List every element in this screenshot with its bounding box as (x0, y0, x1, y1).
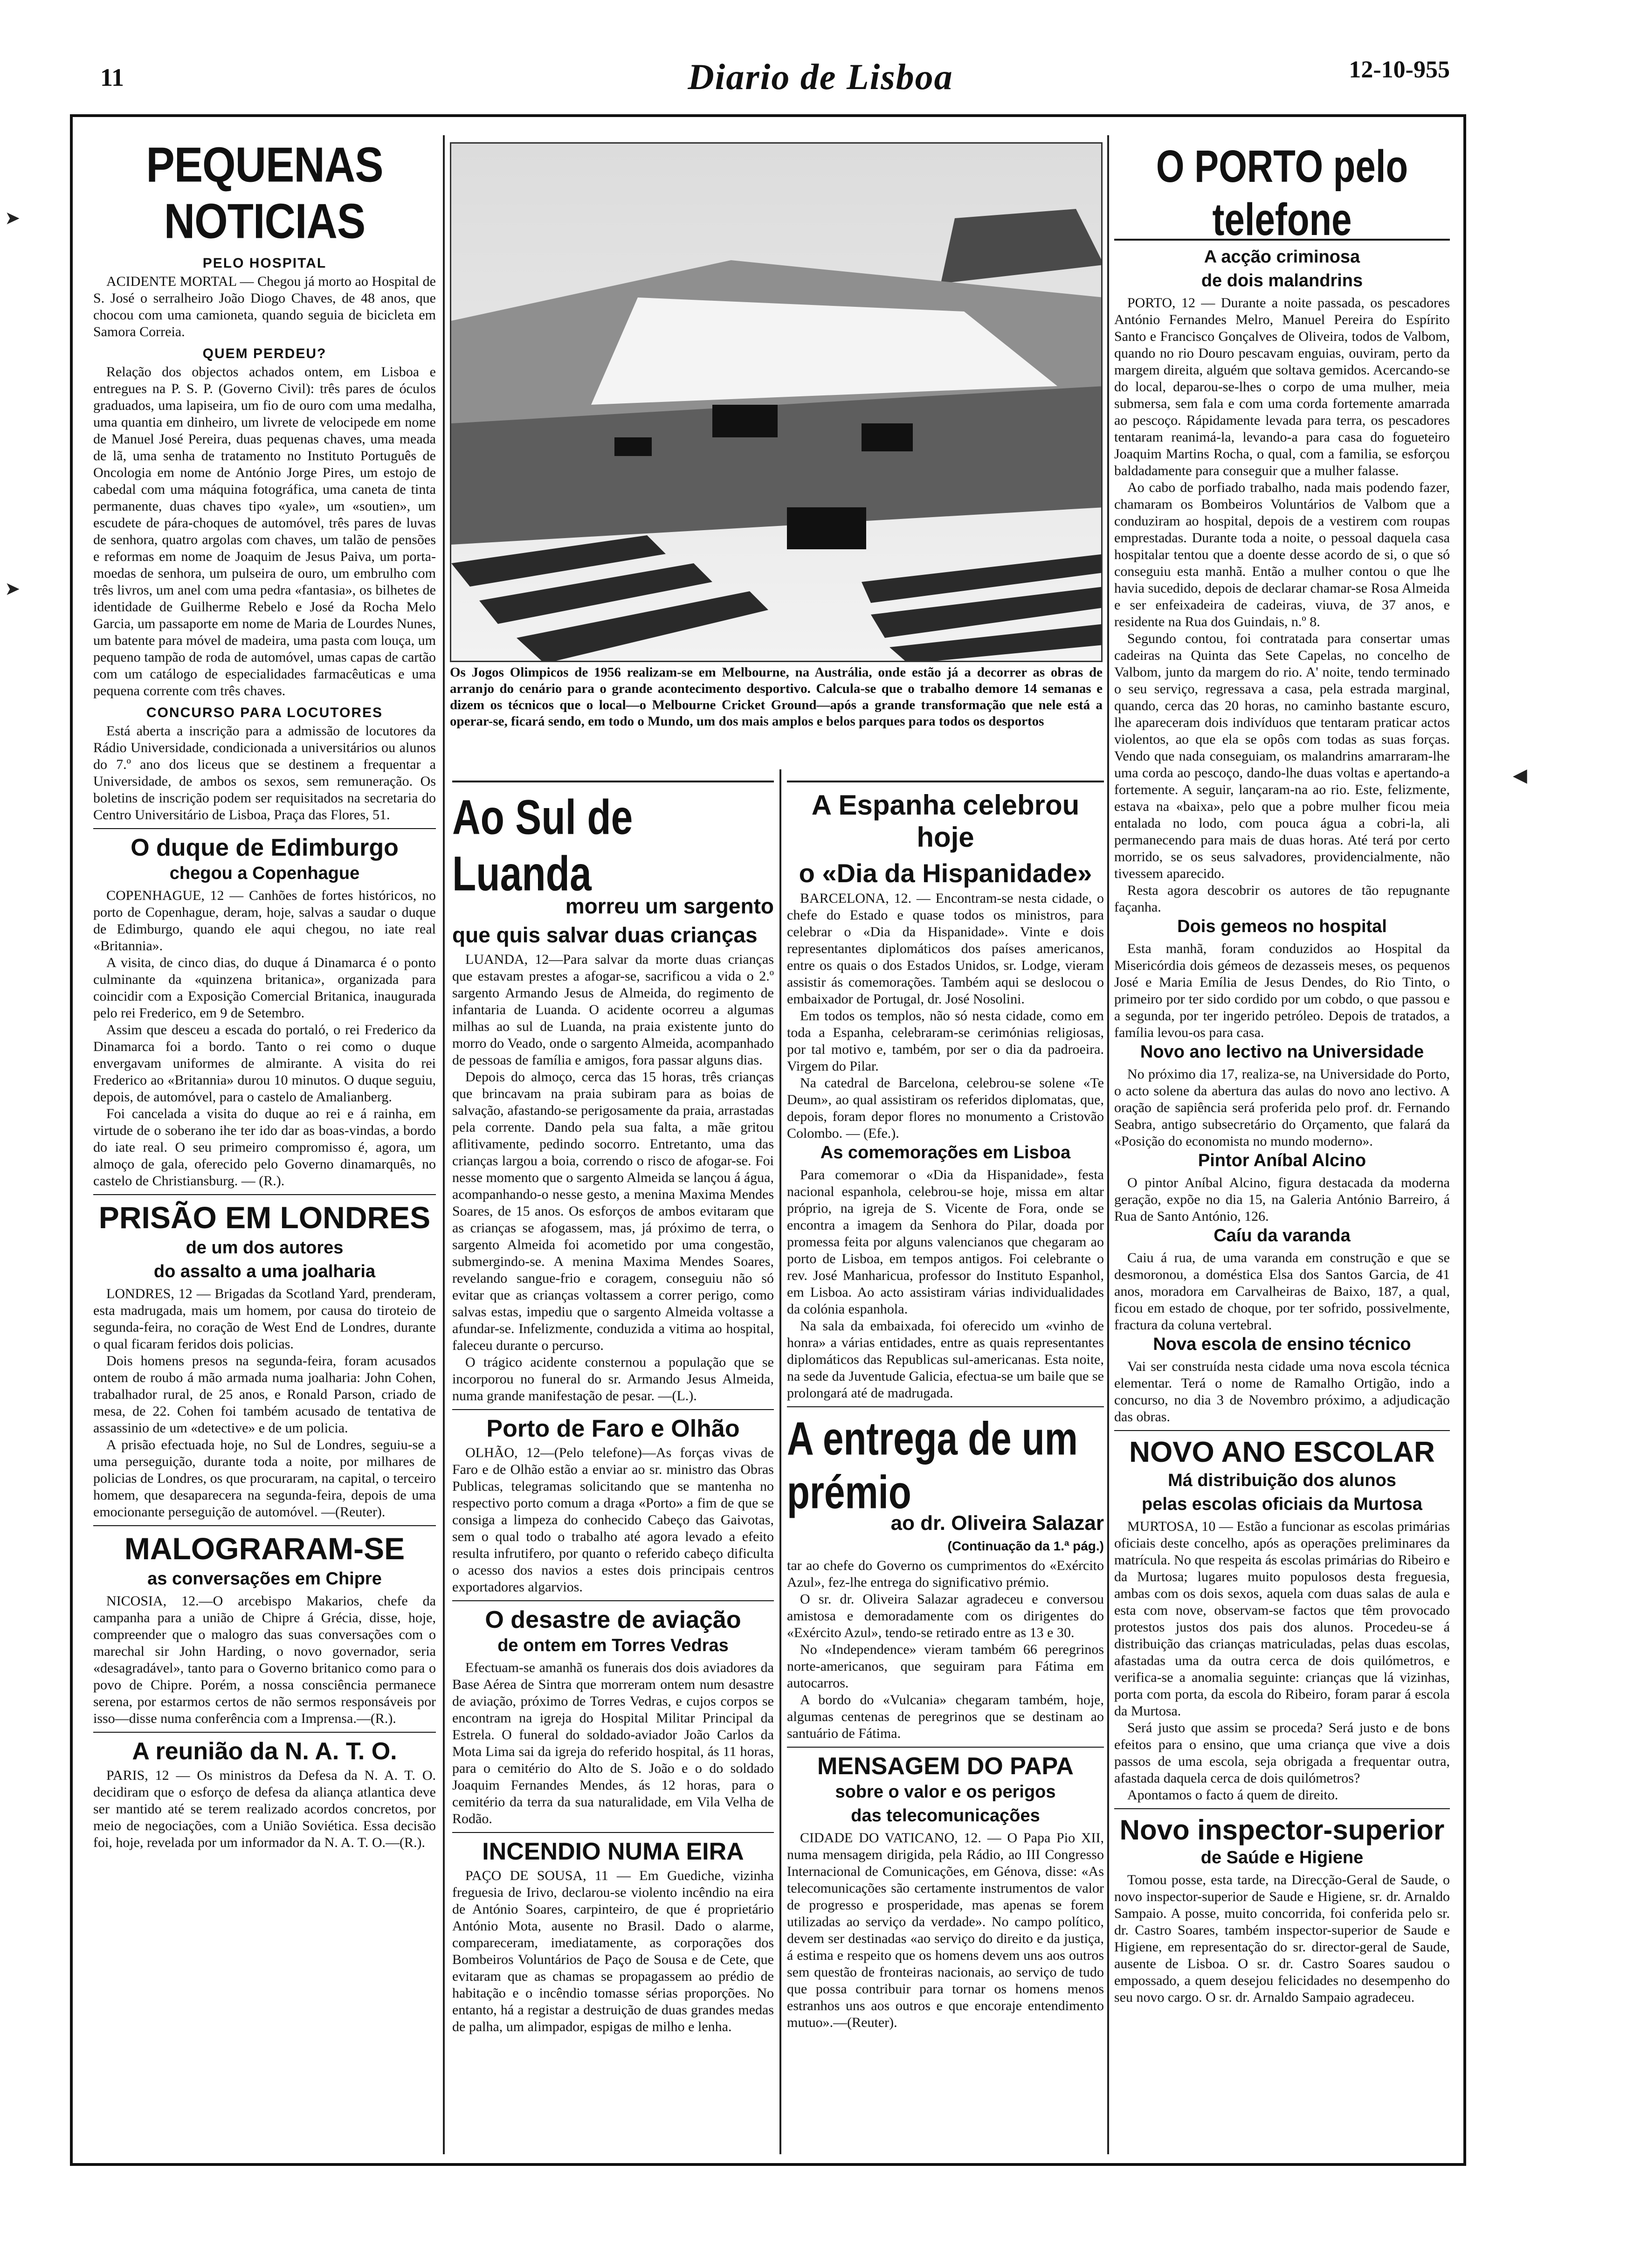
column-rule (1107, 135, 1109, 2154)
subhead-comemoracoes: As comemorações em Lisboa (820, 1143, 1071, 1162)
article-text: A visita, de cinco dias, do duque á Dinamarca é o ponto culminante da «quinzena britanica», organizada para coincidir com a Exposição Comercial Britanica, inaugurada pelo rei Frederico, em 9 de Setembro. (93, 955, 436, 1021)
margin-arrow-icon: ➤ (5, 578, 21, 600)
article-text: Na catedral de Barcelona, celebrou-se solene «Te Deum», ao qual assistiram os referidos diplomatas, que, depois, foram depor flores no monumento a Cristovão Colombo. — (Efe.). (787, 1075, 1104, 1141)
deck-premio: ao dr. Oliveira Salazar (890, 1512, 1104, 1535)
divider (1114, 1808, 1450, 1809)
article-text: A bordo do «Vulcania» chegaram também, hoje, algumas centenas de peregrinos que se destinam ao santuário de Fátima. (787, 1692, 1104, 1741)
deck-porto-1: A acção criminosa (1204, 247, 1360, 267)
stadium-photo (450, 142, 1103, 662)
subhead-perdeu: QUEM PERDEU? (202, 346, 327, 361)
article-text: Relação dos objectos achados ontem, em Lisboa e entregues na P. S. P. (Governo Civil): três pares de óculos graduados, uma lapiseira, um fio de ouro com uma medalha, uma quantia em dinheiro, um livrete de velocipede em nome de Manuel José Pereira, duas pequenas chaves, uma meada de lã, uma senha de tratamento no Instituto Português de Oncologia em nome de António Jorge Pires, um estojo de cabedal com uma máquina fotográfica, uma caneta de tinta permanente, duas chaves tipo «yale», um «soutien», um escudete de pára-choques de automóvel, três pares de luvas de senhora, quatro argolas com chaves, um talão de pensões e reformas em nome de Joaquim de Jesus Paiva, um porta-moedas de senhora, um pulseira de ouro, um embrulho com três livros, um anel com uma pedra «fantasia», os bilhetes de identidade de Guilherme Rebelo e José da Rocha Melo Garcia, um passaporte em nome de Maria de Lourdes Nunes, um batente para móvel de madeira, uma pasta com louça, um pequeno tampão de roda de automóvel, umas capas de cartão com um catálogo de especialidades farmacêuticas e uma pequena corrente com três chaves. (93, 364, 436, 698)
divider (787, 781, 1104, 782)
headline-papa: MENSAGEM DO PAPA (817, 1753, 1074, 1780)
headline-eira: INCENDIO NUMA EIRA (482, 1838, 744, 1865)
headline-pintor: Pintor Aníbal Alcino (1198, 1151, 1366, 1170)
article-text: BARCELONA, 12. — Encontram-se nesta cidade, o chefe do Estado e quase todos os ministros, para celebrar o «Dia da Hispanidade». Vinte e dois representantes diplomáticos dos países americanos, entre os quais o dos Estados Unidos, sr. Lodge, vieram assistir ás comemorações. Também aqui se deslocou o embaixador de Portugal, dr. José Nosolini. (787, 891, 1104, 1007)
headline-ano-escolar: NOVO ANO ESCOLAR (1129, 1436, 1435, 1468)
column-pequenas-noticias (93, 135, 436, 2154)
article-text: PARIS, 12 — Os ministros da Defesa da N. A. T. O. decidiram que o esforço de defesa da aliança atlantica deve ser mantido até se terem realizado acordos concretos, por meio de negociações, com a União Soviética. Essa decisão foi, hoje, revelada por um informador da N. A. T. O.—(R.). (93, 1768, 436, 1850)
margin-arrow-icon: ◀ (1513, 765, 1527, 786)
subhead-hospital: PELO HOSPITAL (202, 256, 327, 271)
article-text: Esta manhã, foram conduzidos ao Hospital da Misericórdia dois gémeos de dezasseis meses, os pequenos José e Maria Emília de Jesus Dendes, do Rio Tinto, o primeiro por ter sido cordido por um cobdo, o que passou e a segunda, por ter ingerido petróleo. Depois de tratados, a família levou-os para casa. (1114, 941, 1450, 1040)
divider (787, 1747, 1104, 1748)
article-text: Apontamos o facto á quem de direito. (1127, 1787, 1338, 1803)
divider (787, 1406, 1104, 1407)
headline-espanha-2: o «Dia da Hispanidade» (799, 858, 1092, 888)
article-text: A prisão efectuada hoje, no Sul de Londres, seguiu-se a uma perseguição, durante toda a noite, por milhares de policias de Londres, os que procuraram, na capital, o terceiro homem, que desaparecera na segunda-feira, depois de uma emocionante perseguição de automóvel. —(Reuter). (93, 1437, 436, 1520)
article-text: Tomou posse, esta tarde, na Direcção-Geral de Saude, o novo inspector-superior de Saude e Higiene, sr. dr. Arnaldo Sampaio. A posse, muito concorrida, foi conferida pelo sr. dr. Castro Soares, também inspector-superior de Saude e Higiene, em representação do sr. director-geral de Saude, ausente de Lisboa. O sr. dr. Castro Soares saudou o empossado, a quem desejou felicidades no desempenho do seu novo cargo. O sr. dr. Arnaldo Sampaio agradeceu. (1114, 1872, 1450, 2005)
article-text: Em todos os templos, não só nesta cidade, como em toda a Espanha, celebraram-se cerimónias religiosas, por tal motivo e, também, por ser o dia da padroeira. Virgem do Pilar. (787, 1008, 1104, 1074)
deck-luanda-1: morreu um sargento (565, 894, 774, 918)
deck-ano-2: pelas escolas oficiais da Murtosa (1142, 1494, 1422, 1514)
page-number: 11 (100, 63, 124, 91)
deck-papa-1: sobre o valor e os perigos (835, 1782, 1056, 1802)
photo-caption: Os Jogos Olimpicos de 1956 realizam-se em Melbourne, na Austrália, onde estão já a decorrer as obras de arranjo do cenário para o grande acontecimento desportivo. Calcula-se que o trabalho demore 14 semanas e dizem os técnicos que o local—o Melbourne Cricket Ground—após a grande transformação que nele está a operar-se, ficará sendo, em todo o Mundo, um dos mais amplos e belos parques para todos os desportos (450, 665, 1103, 729)
deck-ano-1: Má distribuição dos alunos (1168, 1471, 1396, 1490)
headline-varanda: Caíu da varanda (1214, 1226, 1351, 1245)
headline-inspector: Novo inspector-superior (1119, 1814, 1445, 1846)
divider (452, 781, 774, 782)
article-text: PORTO, 12 — Durante a noite passada, os pescadores António Fernandes Melro, Manuel Pereira do Espírito Santo e Francisco Gonçalves de Oliveira, todos de Valbom, quando no rio Douro pescavam enguias, ouviram, perto da margem direita, alguém que soltava gemidos. Acercando-se do local, deparou-se-lhes o corpo de uma mulher, meia submersa, sem fala e com uma corda fortemente amarrada ao pescoço. Rápidamente levada para terra, os pescadores tentaram reanimá-la, levando-a para casa do fogueteiro Joaquim Martins Rocha, o qual, com a familia, se esforçou baldadamente para conseguir que a mulher falasse. (1114, 295, 1450, 478)
headline-prisao: PRISÃO EM LONDRES (98, 1200, 431, 1235)
divider (93, 1732, 436, 1733)
deck-luanda-2: que quis salvar duas crianças (452, 923, 758, 947)
headline-porto: O PORTO pelo telefone (1156, 140, 1408, 245)
deck-porto-2: de dois malandrins (1201, 271, 1363, 290)
stadium-photo-graphic (451, 144, 1103, 662)
column-porto (1114, 135, 1450, 2154)
article-text: No próximo dia 17, realiza-se, na Universidade do Porto, o acto solene da abertura das aulas do novo ano lectivo. A oração de sapiência será proferida pelo prof. dr. Fernando Seabra, antigo subsecretário do Orçamento, que falará da «Posição do economista no mundo moderno». (1114, 1066, 1450, 1149)
deck-inspector: de Saúde e Higiene (1200, 1848, 1364, 1867)
article-text: PAÇO DE SOUSA, 11 — Em Guediche, vizinha freguesia de Irivo, declarou-se violento incêndio na eira de António Soares, carpinteiro, de que é proprietário António Mota, ausente no Brasil. Dado o alarme, compareceram, imediatamente, as corporações dos Bombeiros Voluntários de Paço de Sousa e de Cete, que evitaram que as chamas se propagassem ao prédio de habitação e o incêndio tomasse sérias proporções. No entanto, há a registar a destruição de duas grandes medas de palha, um alimpador, espigas de milho e lenha. (452, 1868, 774, 2034)
headline-faro: Porto de Faro e Olhão (486, 1415, 740, 1442)
article-text: Assim que desceu a escada do portaló, o rei Frederico da Dinamarca foi a bordo. Tanto o rei como o duque envergavam uniformes de almirante. A visita do rei Frederico ao «Britannia» durou 10 minutos. O duque seguiu, depois, de automóvel, para o castelo de Amalianberg. (93, 1022, 436, 1105)
article-text: Efectuam-se amanhã os funerais dos dois aviadores da Base Aérea de Sintra que morreram ontem num desastre de aviação, próximo de Torres Vedras, e cujos corpos se encontram na igreja do Hospital Militar Principal da Estrela. O funeral do soldado-aviador João Carlos da Mota Lima sai da igreja do referido hospital, ás 11 horas, para o cemitério do Alto de S. João e o do soldado Joaquim Fernandes Mendes, ás 12 horas, para o cemitério da terra da sua naturalidade, em Vila Velha de Rodão. (452, 1660, 774, 1826)
divider (1114, 1430, 1450, 1431)
issue-date: 12-10-955 (1349, 56, 1450, 83)
article-text: Caiu á rua, de uma varanda em construção e que se desmoronou, a doméstica Elsa dos Santos Garcia, de 41 anos, moradora em Carvalheiras de Baixo, 187, a qual, ficou em estado de choque, por ter sofrido, possivelmente, fractura da coluna vertebral. (1114, 1250, 1450, 1333)
article-text: Será justo que assim se proceda? Será justo e de bons efeitos para o ensino, que uma criança que vive a dois passos de uma escola, seja obrigada a frequentar outra, afastada daquela cerca de dois quilómetros? (1114, 1720, 1450, 1786)
article-text: O pintor Aníbal Alcino, figura destacada da moderna geração, expõe no dia 15, na Galeria António Barreiro, á Rua de Santo António, 126. (1114, 1175, 1450, 1224)
headline-espanha-1: A Espanha celebrou hoje (811, 789, 1080, 853)
article-text: Vai ser construída nesta cidade uma nova escola técnica elementar. Terá o nome de Ramalho Ortigão, indo a concurso, no dia 3 de Novembro próximo, a adjudicação das obras. (1114, 1359, 1450, 1424)
article-text: Segundo contou, foi contratada para consertar umas cadeiras na Quinta das Sete Capelas, no concelho de Valbom, junto da margem do rio. A' noite, tendo terminado o seu serviço, regressava a casa, pela estrada marginal, quando, cerca das 20 horas, no caminho bastante escuro, lhe apareceram dois indivíduos que tentaram praticar actos violentos, ao que ela se opôs com todas as suas forças. Vendo que nada conseguiam, os malandrins amarraram-lhe uma corda ao pescoço, dando-lhe duas voltas e apertando-a fortemente. A seguir, lançaram-na ao rio. Este, felizmente, estava na «baixa», pelo que a pobre mulher ficou meia entalada no lodo, com pouca água a cobri-la, ali permanecendo para mais de duas horas. Até terá por certo morrido, se os seus salvadores, providencialmente, não tivessem aparecido. (1114, 631, 1450, 881)
headline-luanda: Ao Sul de Luanda (452, 789, 633, 901)
headline-lectivo: Novo ano lectivo na Universidade (1140, 1042, 1424, 1062)
article-text: tar ao chefe do Governo os cumprimentos do «Exército Azul», fez-lhe entrega do significativo prémio. (787, 1558, 1104, 1590)
continuation-note: (Continuação da 1.ª pág.) (947, 1539, 1104, 1553)
article-text: O sr. dr. Oliveira Salazar agradeceu e conversou amistosa e demoradamente com os dirigentes do «Exército Azul», tendo-se retirado entre as 13 e 30. (787, 1591, 1104, 1640)
deck-aviacao: de ontem em Torres Vedras (497, 1636, 729, 1655)
column-rule (779, 769, 781, 2154)
headline-duque: O duque de Edimburgo (131, 834, 399, 861)
article-text: NICOSIA, 12.—O arcebispo Makarios, chefe da campanha para a união de Chipre á Grécia, disse, hoje, compreender que o malogro das suas conversações com o marechal sir John Harding, o novo governador, seria «desagradável», tanto para o Governo britanico como para o povo de Chipre. Porém, a nossa consciência permanece serena, por estarmos certos de não sermos responsáveis por isso—disse numa conferência com a Imprensa.—(R.). (93, 1593, 436, 1726)
deck-papa-2: das telecomunicações (851, 1806, 1040, 1825)
article-text: CIDADE DO VATICANO, 12. — O Papa Pio XII, numa mensagem dirigida, pela Rádio, ao III Congresso Internacional de Comunicações, em Génova, disse: «As telecomunicações são certamente instrumentos de valor de progresso e prosperidade, mas apenas se forem utilizadas ao serviço da verdade». No campo político, devem ser destinadas «ao serviço do direito e da justiça, á estima e respeito que os homens devem uns aos outros sem questão de fronteiras nacionais, ao serviço de tudo que possa contribuir para tornar os homens menos estranhos uns aos outros e que encoraje entendimento mutuo».—(Reuter). (787, 1830, 1104, 2030)
article-text: Dois homens presos na segunda-feira, foram acusados ontem de roubo á mão armada numa joalharia: John Cohen, trabalhador rural, de 25 anos, e Ronald Parson, criado de mesa, de 22. Cohen foi também acusado de tentativa de assassinio de um «detective» e de um policia. (93, 1353, 436, 1436)
deck-malograram: as conversações em Chipre (147, 1569, 382, 1589)
divider (452, 1832, 774, 1833)
margin-arrow-icon: ➤ (5, 207, 21, 229)
article-text: Depois do almoço, cerca das 15 horas, três crianças que brincavam na praia subiram para as boias de salvação, afastando-se perigosamente da praia, arrastadas pela corrente. Dando pela sua falta, a mãe gritou aflitivamente, pedindo socorro. Entretanto, uma das crianças largou a boia, correndo o risco de afogar-se. Foi nesse momento que o sargento Almeida se lançou á água, acompanhando-o nesse gesto, a menina Maxima Mendes Soares, de 15 anos. Os esforços de ambos evitaram que as crianças se afogassem, mas, já próximo de terra, o sargento Almeida foi acometido por uma congestão, submergindo-se. A menina Maxima Mendes Soares, revelando sangue-frio e coragem, conseguiu não só evitar que as crianças voltassem a correr perigo, como salvas estas, impediu que o sargento Almeida voltasse a afundar-se. Infelizmente, conduzida a vitima ao hospital, faleceu durante o percurso. (452, 1069, 774, 1353)
headline-gemeos: Dois gemeos no hospital (1177, 917, 1387, 936)
deck-prisao-2: do assalto a uma joalharia (153, 1262, 376, 1281)
column-espanha (787, 774, 1104, 2154)
section-title: PEQUENAS NOTICIAS (146, 138, 383, 249)
article-text: No «Independence» vieram também 66 peregrinos norte-americanos, que seguiram para Fátima em autocarros. (787, 1642, 1104, 1691)
headline-nato: A reunião da N. A. T. O. (132, 1738, 397, 1765)
article-text: ACIDENTE MORTAL — Chegou já morto ao Hospital de S. José o serralheiro João Diogo Chaves, de 48 anos, que chocou com uma camioneta, quando seguia de bicicleta em Samora Correia. (93, 274, 436, 339)
headline-aviacao: O desastre de aviação (485, 1606, 741, 1633)
headline-escola: Nova escola de ensino técnico (1153, 1335, 1411, 1354)
article-text: Está aberta a inscrição para a admissão de locutores da Rádio Universidade, condicionada a universitários ou alunos do 7.º ano dos liceus que se destinem a frequentar a Universidade, de ambos os sexos, sem remuneração. Os boletins de inscrição podem ser requisitados na secretaria do Centro Universitário de Lisboa, Praça das Flores, 51. (93, 723, 436, 823)
article-text: Para comemorar o «Dia da Hispanidade», festa nacional espanhola, celebrou-se hoje, missa em altar próprio, na igreja de S. Vicente de Fora, onde se encontra a imagem da Senhora do Pilar, doada por promessa feita por alguns valencianos que chegaram ao porto de Lisboa, em tempos antigos. Foi celebrante o rev. José Manharicua, professor do Instituto Espanhol, em Lisboa. Ao acto assistiram várias individualidades da colónia espanhola. (787, 1167, 1104, 1317)
headline-premio: A entrega de um prémio (787, 1412, 1078, 1518)
article-text: MURTOSA, 10 — Estão a funcionar as escolas primárias oficiais deste concelho, após as operações preliminares da matrícula. No que respeita ás escolas primárias do Ribeiro e da Murtosa; lugares muito populosos desta freguesia, ambas com os dois sexos, aquela com duas salas de aula e esta com nove, observam-se factos que têm provocado protestos justos dos pais dos alunos. Procedeu-se á distribuição das crianças matriculadas, pelas duas escolas, afastadas uma da outra cerca de dois quilómetros, e verifica-se a anomalia seguinte: crianças que lá vizinhas, porta com porta, da escola do Ribeiro, foram parar á escola da Murtosa. (1114, 1519, 1450, 1719)
article-text: COPENHAGUE, 12 — Canhões de fortes históricos, no porto de Copenhague, deram, hoje, salvas a saudar o duque de Edimburgo, quando ele aqui chegou, no iate real «Britannia». (93, 888, 436, 954)
divider (452, 1600, 774, 1601)
column-rule (443, 135, 445, 2154)
article-text: LONDRES, 12 — Brigadas da Scotland Yard, prenderam, esta madrugada, mais um homem, por causa do tiroteio de segunda-feira, no coração de West End de Londres, durante o qual ficaram feridos dois policias. (93, 1286, 436, 1352)
headline-malograram: MALOGRARAM-SE (124, 1531, 405, 1566)
article-text: Resta agora descobrir os autores de tão repugnante façanha. (1114, 883, 1450, 915)
newspaper-title: Diario de Lisboa (688, 56, 953, 97)
divider (93, 1194, 436, 1195)
article-text: Ao cabo de porfiado trabalho, nada mais podendo fazer, chamaram os Bombeiros Voluntários de Valbom que a conduziram ao hospital, depois de a vestirem com roupas emprestadas. Durante toda a noite, o pessoal daquela casa hospitalar tentou que a doente desse acordo de si, o que só conseguiu esta manhã. Então a mulher contou o que lhe havia sucedido, depois de declarar chamar-se Rosa Almeida e ser enfeixadeira de cadeiras, viuva, de 37 anos, e residente na Rua dos Guindais, n.º 8. (1114, 480, 1450, 629)
article-text: Foi cancelada a visita do duque ao rei e á rainha, em virtude de o soberano ihe ter ido dar as boas-vindas, a bordo do iate real. O seu primeiro compromisso é, agora, um almoço de gala, oferecido pelo Governo dinamarquês, no castelo de Christiansburg. — (R.). (93, 1106, 436, 1189)
divider (452, 1409, 774, 1410)
subhead-concurso: CONCURSO PARA LOCUTORES (146, 705, 383, 720)
deck-prisao-1: de um dos autores (186, 1238, 344, 1258)
article-text: OLHÃO, 12—(Pelo telefone)—As forças vivas de Faro e de Olhão estão a enviar ao sr. ministro das Obras Publicas, telegramas solicitando que se mantenha no respectivo porto comum a draga «Porto» a fim de que se consiga a limpeza do conhecido Cabeço das Gaivotas, sem o qual todo o trabalho até agora levado a efeito resulta infrutifero, por quanto o referido cabeço dificulta o acesso dos navios a estes dois principais centros exportadores algarvios. (452, 1445, 774, 1595)
deck-duque: chegou a Copenhague (169, 864, 360, 883)
article-text: LUANDA, 12—Para salvar da morte duas crianças que estavam prestes a afogar-se, sacrificou a vida o 2.º sargento Armando Jesus de Almeida, do regimento de infantaria de Luanda. O acidente ocorreu a algumas milhas ao sul de Luanda, na praia existente junto do morro do Veado, onde o sargento Almeida, acompanhado de pessoas de família e amigos, fora passar alguns dias. (452, 952, 774, 1068)
article-text: Na sala da embaixada, foi oferecido um «vinho de honra» a várias entidades, entre as quais representantes diplomáticos das Republicas sul-americanas. Esta noite, na sede da Juventude Galicia, efectua-se um baile que se prolongará até de madrugada. (787, 1318, 1104, 1401)
divider (93, 828, 436, 829)
article-text: O trágico acidente consternou a população que se incorporou no funeral do sr. Armando Jesus Almeida, numa grande manifestação de pesar. —(L.). (452, 1355, 774, 1404)
divider (93, 1525, 436, 1526)
column-luanda (452, 774, 774, 2154)
